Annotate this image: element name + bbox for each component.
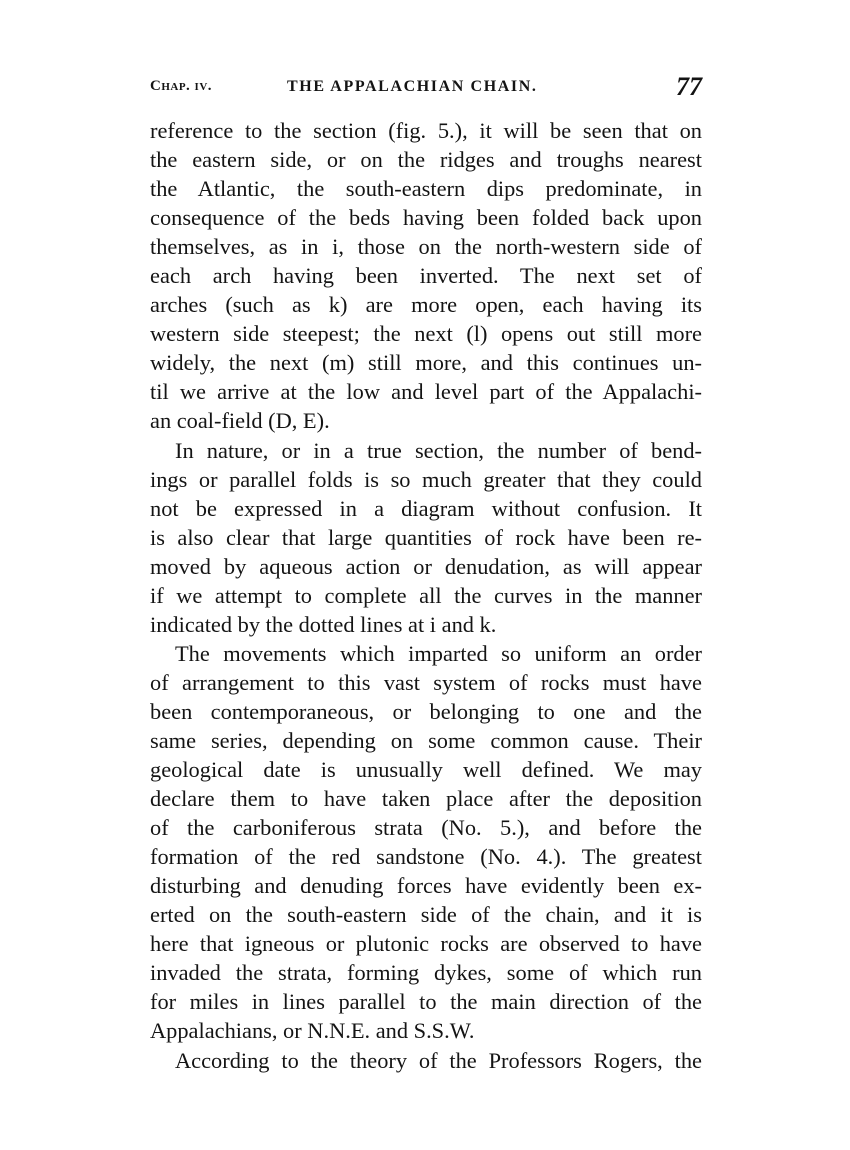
text-line: themselves, as in i, those on the north-western side of: [150, 234, 702, 260]
text-line: indicated by the dotted lines at i and k.: [150, 611, 497, 637]
text-line: consequence of the beds having been folded back upon: [150, 205, 702, 231]
text-line: each arch having been inverted. The next set of: [150, 263, 702, 289]
text-line: is also clear that large quantities of rock have been re-: [150, 524, 702, 550]
body-text: [150, 116, 702, 1075]
text-line: Appalachians, or N.N.E. and S.S.W.: [150, 1018, 475, 1044]
text-line: formation of the red sandstone (No. 4.). The greatest: [150, 844, 702, 870]
text-line: erted on the south-eastern side of the chain, and it is: [150, 902, 702, 928]
text-line: if we attempt to complete all the curves in the manner: [150, 582, 702, 608]
text-line: The movements which imparted so uniform an order: [175, 640, 702, 666]
text-line: widely, the next (m) still more, and this continues un-: [150, 350, 702, 376]
chapter-title: THE APPALACHIAN CHAIN.: [287, 78, 538, 95]
text-line: not be expressed in a diagram without confusion. It: [150, 495, 702, 521]
text-line: been contemporaneous, or belonging to one and the: [150, 698, 702, 724]
text-line: ings or parallel folds is so much greater that they could: [150, 466, 702, 492]
text-line: In nature, or in a true section, the number of bend-: [175, 437, 702, 463]
page-number: 77: [676, 72, 702, 101]
text-line: of the carboniferous strata (No. 5.), and before the: [150, 815, 702, 841]
text-line: an coal-field (D, E).: [150, 408, 330, 434]
running-head: [150, 72, 702, 104]
text-line: here that igneous or plutonic rocks are observed to have: [150, 931, 702, 957]
text-line: the eastern side, or on the ridges and troughs nearest: [150, 147, 702, 173]
text-line: of arrangement to this vast system of rocks must have: [150, 669, 702, 695]
text-line: the Atlantic, the south-eastern dips predominate, in: [150, 176, 702, 202]
text-line: for miles in lines parallel to the main direction of the: [150, 989, 702, 1015]
text-line: disturbing and denuding forces have evidently been ex-: [150, 873, 702, 899]
text-line: invaded the strata, forming dykes, some of which run: [150, 960, 702, 986]
text-line: western side steepest; the next (l) opens out still more: [150, 321, 702, 347]
text-line: arches (such as k) are more open, each having its: [150, 292, 702, 318]
text-line: declare them to have taken place after the deposition: [150, 786, 702, 812]
chapter-label: Chap. iv.: [150, 78, 213, 94]
text-line: reference to the section (fig. 5.), it will be seen that on: [150, 118, 702, 143]
text-line: same series, depending on some common cause. Their: [150, 727, 702, 753]
text-line: geological date is unusually well defined. We may: [150, 757, 702, 783]
text-line: According to the theory of the Professors Rogers, the: [175, 1047, 702, 1073]
text-line: til we arrive at the low and level part of the Appalachi-: [150, 379, 702, 405]
text-line: moved by aqueous action or denudation, as will appear: [150, 553, 702, 579]
